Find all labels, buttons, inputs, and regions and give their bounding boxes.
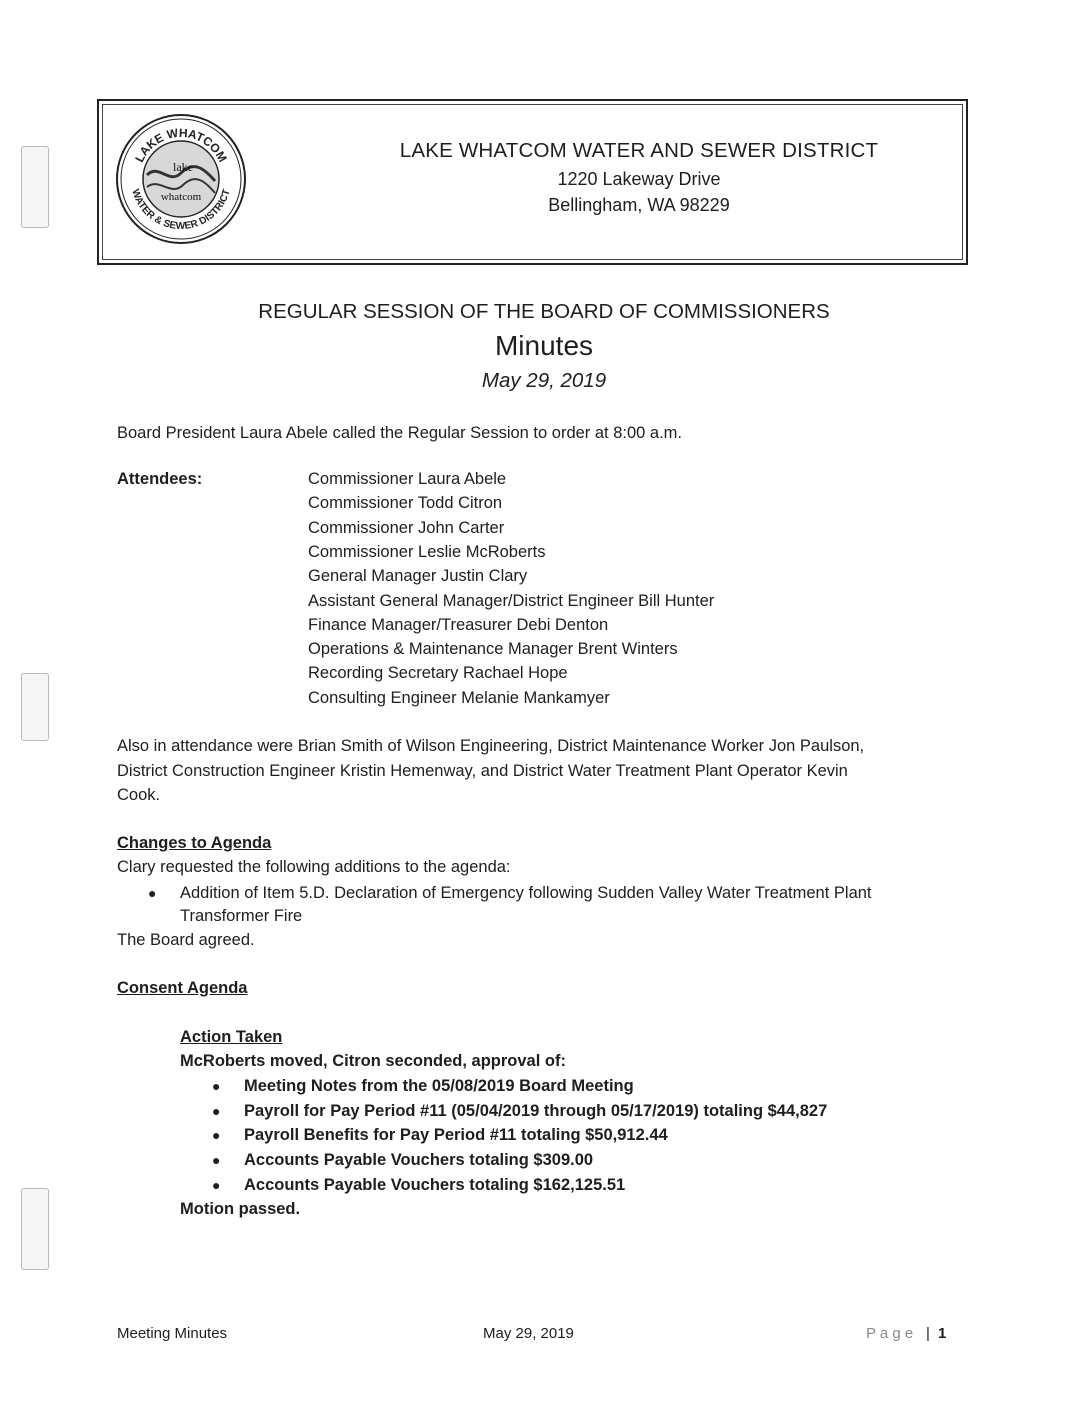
- consent-item: Payroll Benefits for Pay Period #11 totaling $50,912.44: [244, 1126, 668, 1144]
- attendee-item: Recording Secretary Rachael Hope: [308, 664, 568, 682]
- punch-hole-mark-bottom: [21, 1188, 49, 1270]
- bullet-icon: ●: [212, 1152, 221, 1168]
- bullet-icon: ●: [212, 1177, 221, 1193]
- address-line-2: Bellingham, WA 98229: [548, 195, 730, 215]
- attendee-item: Operations & Maintenance Manager Brent Winters: [308, 640, 678, 658]
- bullet-icon: ●: [212, 1103, 221, 1119]
- attendee-item: Finance Manager/Treasurer Debi Denton: [308, 616, 609, 634]
- attendee-item: Commissioner John Carter: [308, 519, 505, 537]
- agenda-addition-line-1: Addition of Item 5.D. Declaration of Emergency following Sudden Valley Water Treatment Plant: [180, 884, 872, 902]
- bullet-icon: ●: [148, 885, 157, 901]
- footer-left: Meeting Minutes: [117, 1325, 228, 1342]
- punch-hole-mark-top: [21, 146, 49, 228]
- session-title: REGULAR SESSION OF THE BOARD OF COMMISSIONERS: [258, 300, 830, 323]
- attendee-item: Consulting Engineer Melanie Mankamyer: [308, 689, 610, 707]
- call-to-order: Board President Laura Abele called the Regular Session to order at 8:00 a.m.: [117, 424, 683, 442]
- attendees-label: Attendees:: [117, 470, 203, 488]
- footer-page-number: 1: [938, 1325, 947, 1342]
- attendee-item: Assistant General Manager/District Engineer Bill Hunter: [308, 592, 715, 610]
- attendee-item: Commissioner Leslie McRoberts: [308, 543, 546, 561]
- address-line-1: 1220 Lakeway Drive: [557, 169, 721, 189]
- document-type: Minutes: [494, 330, 594, 361]
- bullet-icon: ●: [212, 1078, 221, 1094]
- footer-page-label: P a g e: [866, 1325, 914, 1342]
- consent-item: Accounts Payable Vouchers totaling $309.00: [244, 1151, 594, 1169]
- action-taken-heading: Action Taken: [180, 1028, 283, 1046]
- consent-item: Payroll for Pay Period #11 (05/04/2019 through 05/17/2019) totaling $44,827: [244, 1102, 828, 1120]
- board-agreed: The Board agreed.: [117, 931, 255, 949]
- motion-result: Motion passed.: [180, 1200, 301, 1218]
- motion-text: McRoberts moved, Citron seconded, approval of:: [180, 1052, 566, 1070]
- punch-hole-mark-middle: [21, 673, 49, 741]
- also-attendance-line: Also in attendance were Brian Smith of Wilson Engineering, District Maintenance Worker Jon Paulson,: [117, 737, 865, 755]
- also-attendance-line: Cook.: [117, 786, 161, 804]
- district-logo: [113, 111, 249, 247]
- attendee-item: General Manager Justin Clary: [308, 567, 528, 585]
- attendee-item: Commissioner Todd Citron: [308, 494, 503, 512]
- consent-agenda-heading: Consent Agenda: [117, 979, 248, 997]
- svg-text:LAKE WHATCOM: LAKE WHATCOM: [132, 125, 230, 165]
- org-name: LAKE WHATCOM WATER AND SEWER DISTRICT: [399, 139, 879, 162]
- footer-date: May 29, 2019: [483, 1325, 574, 1342]
- consent-item: Meeting Notes from the 05/08/2019 Board Meeting: [244, 1077, 634, 1095]
- changes-intro: Clary requested the following additions to the agenda:: [117, 858, 511, 876]
- also-attendance-line: District Construction Engineer Kristin Hemenway, and District Water Treatment Plant Operator Kevin: [117, 762, 848, 780]
- attendee-item: Commissioner Laura Abele: [308, 470, 507, 488]
- svg-text:lake: lake: [173, 160, 193, 174]
- footer-page-separator: |: [926, 1325, 930, 1342]
- svg-text:whatcom: whatcom: [160, 191, 202, 203]
- letterhead-box: [97, 99, 968, 265]
- consent-item: Accounts Payable Vouchers totaling $162,125.51: [244, 1176, 626, 1194]
- session-date: May 29, 2019: [481, 369, 607, 392]
- svg-text:WATER & SEWER DISTRICT: WATER & SEWER DISTRICT: [129, 187, 233, 233]
- agenda-addition-line-2: Transformer Fire: [180, 907, 303, 925]
- bullet-icon: ●: [212, 1127, 221, 1143]
- changes-to-agenda-heading: Changes to Agenda: [117, 834, 272, 852]
